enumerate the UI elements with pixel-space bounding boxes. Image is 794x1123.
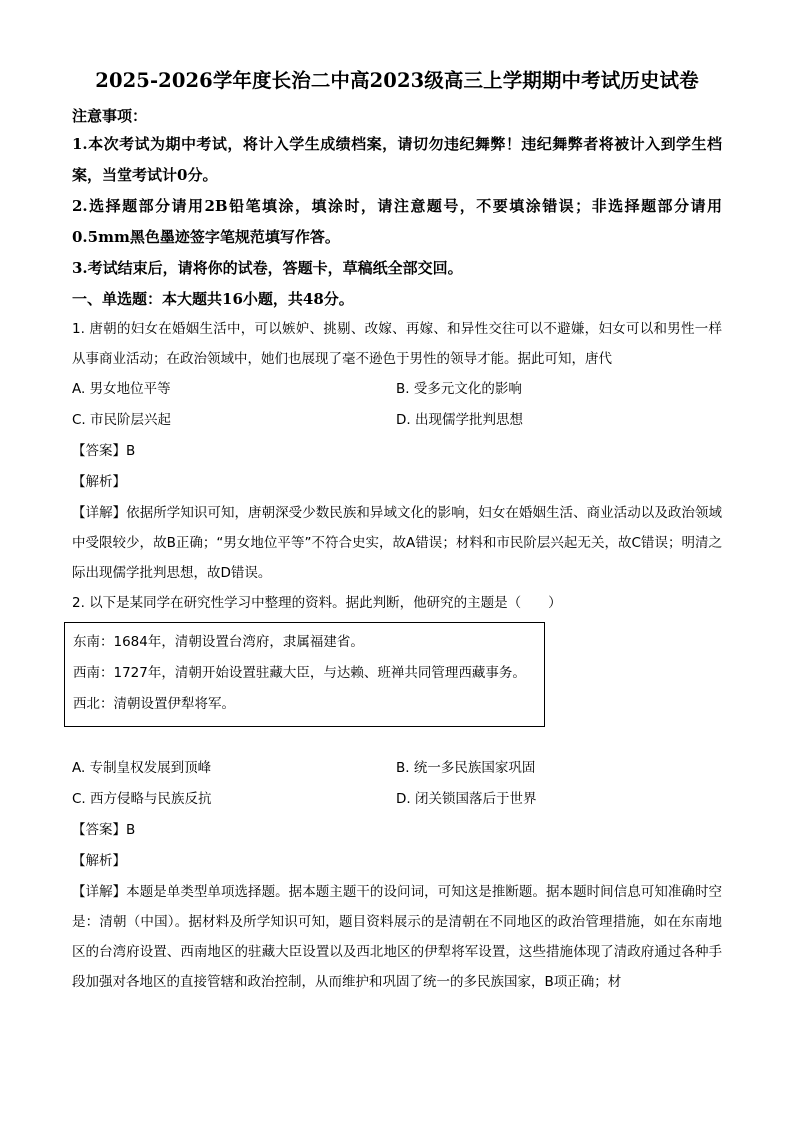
notice-item: 3.考试结束后，请将你的试卷，答题卡，草稿纸全部交回。 [72, 259, 463, 277]
notice-item: 1.本次考试为期中考试，将计入学生成绩档案，请切勿违纪舞弊！违纪舞弊者将被计入到学生档案，当堂考试计0分。 [72, 135, 722, 184]
analysis-label: 【解析】 [72, 474, 126, 490]
material-box [64, 622, 545, 727]
option-d: D. 闭关锁国落后于世界 [396, 791, 537, 807]
notice-item: 2.选择题部分请用2B铅笔填涂，填涂时，请注意题号，不要填涂错误；非选择题部分请用0.5mm黑色墨迹签字笔规范填写作答。 [72, 197, 722, 246]
page-title: 2025-2026学年度长治二中高2023级高三上学期期中考试历史试卷 [95, 69, 699, 92]
section-heading: 一、单选题：本大题共16小题，共48分。 [72, 290, 354, 308]
answer-label: 【答案】B [72, 822, 136, 838]
question-text: 1. 唐朝的妇女在婚姻生活中，可以嫉妒、挑剔、改嫁、再嫁、和异性交往可以不避嫌，妇女可以和男性一样从事商业活动；在政治领域中，她们也展现了毫不逊色于男性的领导才能。据此可知，唐代 [72, 321, 722, 367]
detail-text: 【详解】本题是单类型单项选择题。据本题主题干的设问词，可知这是推断题。据本题时间信息可知准确时空是：清朝（中国）。据材料及所学知识可知，题目资料展示的是清朝在不同地区的政治管理措施，如在东南地区的台湾府设置、西南地区的驻藏大臣设置以及西北地区的伊犁将军设置，这些措施体现了清政府通过各种手段加强对各地区的直接管辖和政治控制，从而维护和巩固了统一的多民族国家，B项正确；材 [72, 884, 722, 990]
option-b: B. 受多元文化的影响 [396, 381, 522, 397]
option-d: D. 出现儒学批判思想 [396, 412, 523, 428]
notice-block [72, 103, 722, 284]
option-grid [72, 374, 722, 436]
material-line: 西北：清朝设置伊犁将军。 [73, 696, 235, 712]
question-2 [72, 588, 722, 997]
question-1 [72, 314, 722, 588]
material-line: 东南：1684年，清朝设置台湾府，隶属福建省。 [73, 634, 364, 650]
question-text: 2. 以下是某同学在研究性学习中整理的资料。据此判断，他研究的主题是（ ） [72, 595, 562, 611]
option-c: C. 西方侵略与民族反抗 [72, 791, 212, 807]
option-c: C. 市民阶层兴起 [72, 412, 172, 428]
detail-text: 【详解】依据所学知识可知，唐朝深受少数民族和异域文化的影响，妇女在婚姻生活、商业活动以及政治领域中受限较少，故B正确；“男女地位平等”不符合史实，故A错误；材料和市民阶层兴起无关，故C错误；明清之际出现儒学批判思想，故D错误。 [72, 505, 722, 581]
answer-label: 【答案】B [72, 443, 136, 459]
analysis-label: 【解析】 [72, 853, 126, 869]
option-a: A. 男女地位平等 [72, 381, 171, 397]
option-grid [72, 753, 722, 815]
option-a: A. 专制皇权发展到顶峰 [72, 760, 212, 776]
material-line: 西南：1727年，清朝开始设置驻藏大臣，与达赖、班禅共同管理西藏事务。 [73, 665, 526, 681]
option-b: B. 统一多民族国家巩固 [396, 760, 536, 776]
notice-heading: 注意事项： [72, 107, 148, 125]
